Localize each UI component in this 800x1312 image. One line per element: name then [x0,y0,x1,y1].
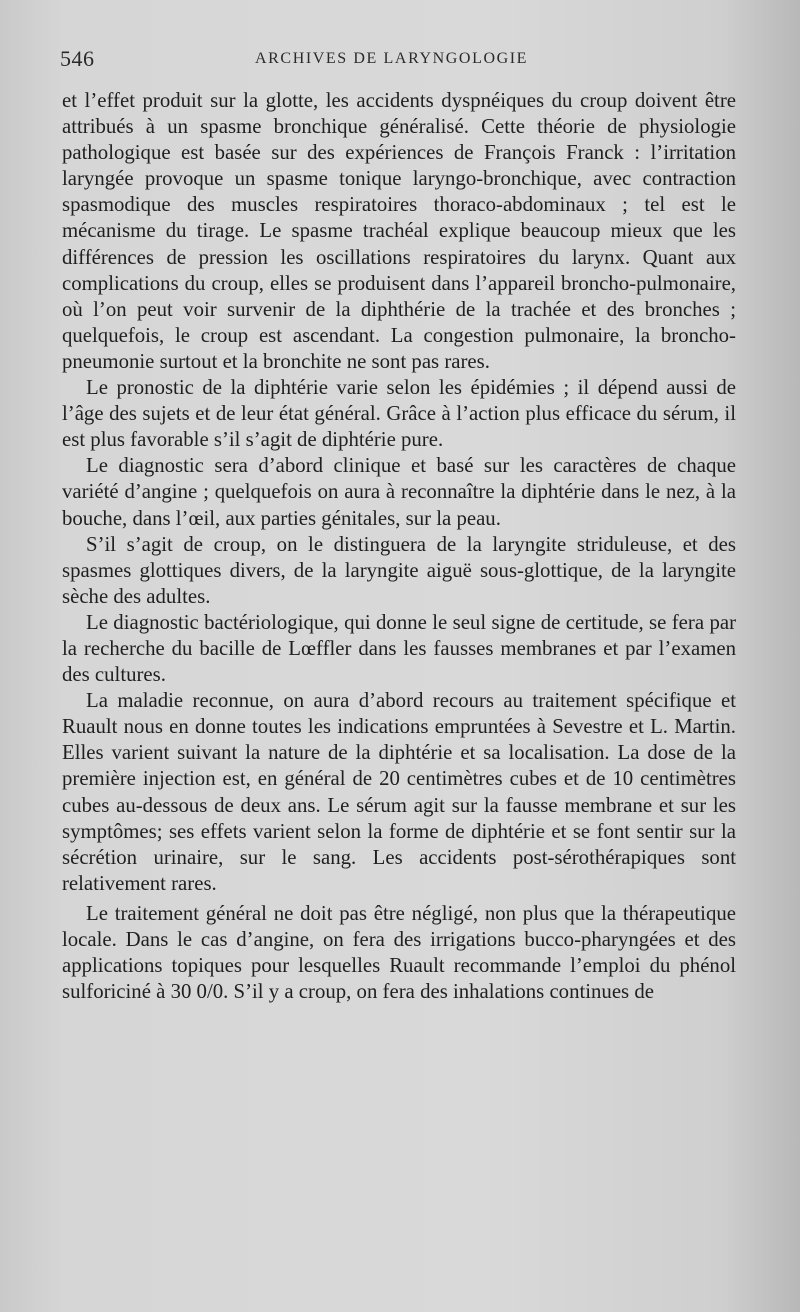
page-number: 546 [60,46,95,71]
paragraph-croup-differential: S’il s’agit de croup, on le distinguera de la laryngite striduleuse, et des spasmes glottiques divers, de la laryngite aiguë sous-glottique, de la laryngite sèche des adultes. [62,532,736,608]
body-text [62,88,736,1005]
running-title: ARCHIVES DE LARYNGOLOGIE [255,50,529,67]
page-header [60,46,740,76]
paragraph-bacteriological-diagnosis: Le diagnostic bactériologique, qui donne le seul signe de certitude, se fera par la recherche du bacille de Lœffler dans les fausses membranes et par l’examen des cultures. [62,610,736,687]
paragraph-prognosis: Le pronostic de la diphtérie varie selon les épidémies ; il dépend aussi de l’âge des sujets et de leur état général. Grâce à l’action plus efficace du sérum, il est plus favorable s’il s’agit de diphtérie pure. [62,376,736,452]
paragraph-clinical-diagnosis: Le diagnostic sera d’abord clinique et basé sur les caractères de chaque variété d’angine ; quelquefois on aura à reconnaître la diphtérie dans le nez, à la bouche, dans l’œil, aux parties génitales, sur la peau. [62,454,736,530]
paragraph-specific-treatment: La maladie reconnue, on aura d’abord recours au traitement spécifique et Ruault nous en donne toutes les indications empruntées à Sevestre et L. Martin. Elles varient suivant la nature de la diphtérie et sa localisation. La dose de la première injection est, en général de 20 centimètres cubes et de 10 centimètres cubes au-dessous de deux ans. Le sérum agit sur la fausse membrane et sur les symptômes; ses effets varient selon la forme de diphtérie et se font sentir sur la sécrétion urinaire, sur le sang. Les accidents post-sérothérapiques sont relativement rares. [62,689,736,895]
paragraph-croup-complications: et l’effet produit sur la glotte, les accidents dyspnéiques du croup doivent être attribués à un spasme bronchique généralisé. Cette théorie de physiologie pathologique est basée sur des expériences de François Franck : l’irritation laryngée provoque un spasme tonique laryngo-bronchique, avec contraction spasmodique des muscles respiratoires thoraco-abdominaux ; tel est le mécanisme du tirage. Le spasme trachéal explique beaucoup mieux que les différences de pression les oscillations respiratoires du larynx. Quant aux complications du croup, elles se produisent dans l’appareil broncho-pulmonaire, où l’on peut voir survenir de la diphthérie de la trachée et des bronches ; quelquefois, le croup est ascendant. La congestion pulmonaire, la broncho-pneumonie surtout et la bronchite ne sont pas rares. [62,89,736,373]
paragraph-general-treatment: Le traitement général ne doit pas être négligé, non plus que la thérapeutique locale. Dans le cas d’angine, on fera des irrigations bucco-pharyngées et des applications topiques pour lesquelles Ruault recommande l’emploi du phénol sulforiciné à 30 0/0. S’il y a croup, on fera des inhalations continues de [62,901,736,1004]
